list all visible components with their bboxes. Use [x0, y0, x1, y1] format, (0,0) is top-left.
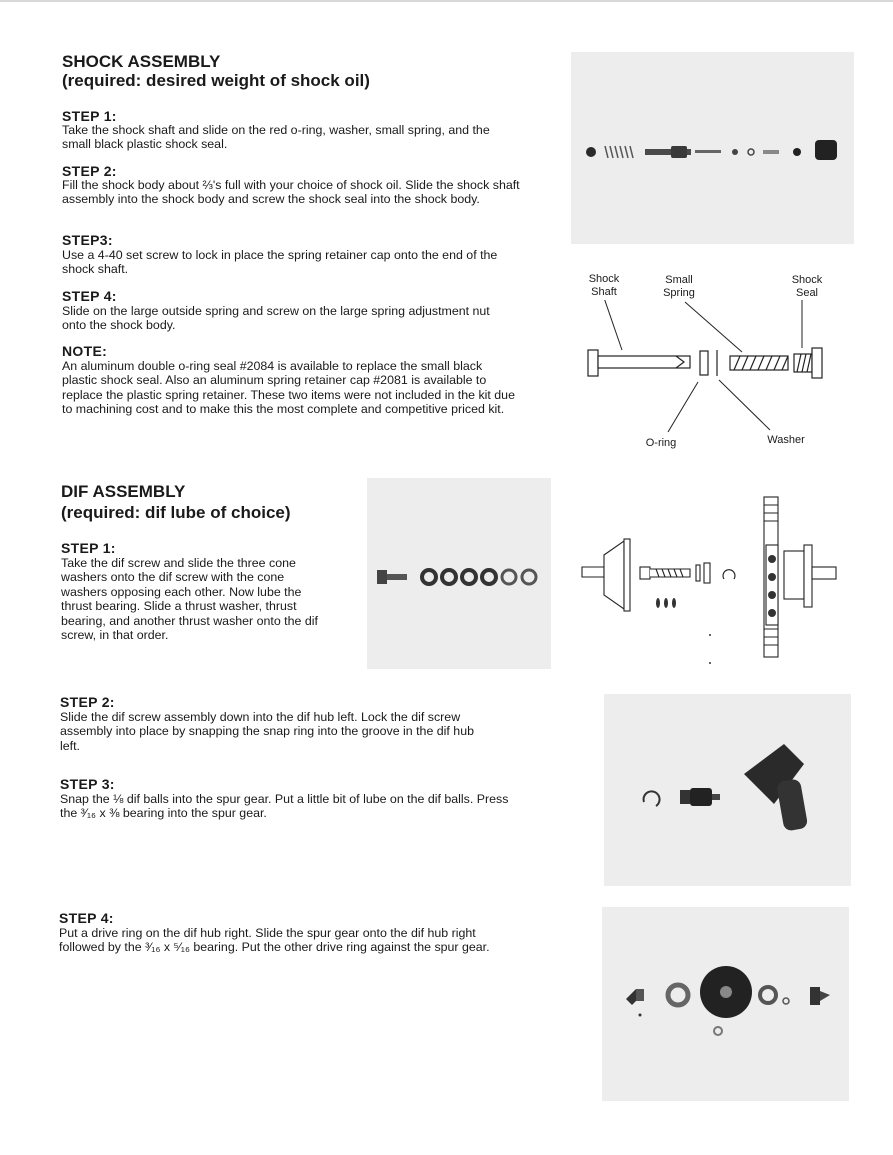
dif-screw-washers-photo — [367, 478, 551, 669]
shock-step-2-label: STEP 2: — [62, 163, 117, 179]
dif-spur-gear-photo — [602, 907, 849, 1101]
shock-note-text: An aluminum double o-ring seal #2084 is available to replace the small black plastic shock seal. Also an aluminum spring retainer cap #2081 is available to replace the plastic spring retainer. These two items were not included in the kit due to machining cost and to make this the most complete and competitive priced kit. — [62, 359, 515, 417]
dif-hub-snapring-photo — [604, 694, 851, 886]
dif-step-4-text: Put a drive ring on the dif hub right. Slide the spur gear onto the dif hub right followed by the ³⁄₁₆ x ⁵⁄₁₆ bearing. Put the other drive ring against the spur gear. — [59, 926, 490, 955]
label-o-ring: O-ring — [645, 437, 677, 449]
shock-step-4-label: STEP 4: — [62, 288, 117, 304]
shock-assembly-subtitle: (required: desired weight of shock oil) — [62, 71, 370, 90]
shock-exploded-diagram — [580, 300, 830, 440]
dif-step-3-text: Snap the ⅛ dif balls into the spur gear. Put a little bit of lube on the dif balls. Press the ³⁄₁₆ x ⅜ bearing into the spur gear. — [60, 792, 509, 821]
shock-step-2-text: Fill the shock body about ⅔'s full with your choice of shock oil. Slide the shock shaft assembly into the shock body and screw the shock seal into the shock body. — [62, 178, 520, 207]
shock-step-4-text: Slide on the large outside spring and screw on the large spring adjustment nut onto the shock body. — [62, 304, 490, 333]
shock-step-1-text: Take the shock shaft and slide on the red o-ring, washer, small spring, and the small black plastic shock seal. — [62, 123, 490, 152]
dif-assembly-title: DIF ASSEMBLY — [61, 482, 186, 501]
page-top-edge — [0, 0, 893, 2]
dif-spur-gear-illustration — [602, 907, 849, 1101]
shock-assembly-title: SHOCK ASSEMBLY — [62, 52, 221, 71]
shock-note-label: NOTE: — [62, 343, 108, 359]
label-shock-seal: Shock Seal — [791, 274, 823, 299]
label-shock-shaft: Shock Shaft — [588, 273, 620, 298]
dif-exploded-diagram — [578, 495, 848, 665]
shock-parts-photo — [571, 52, 854, 244]
label-washer: Washer — [767, 434, 805, 446]
dif-step-2-label: STEP 2: — [60, 694, 115, 710]
shock-step-3-label: STEP3: — [62, 232, 113, 248]
shock-step-3-text: Use a 4-40 set screw to lock in place the spring retainer cap onto the end of the shock shaft. — [62, 248, 498, 277]
dif-hub-snapring-illustration — [604, 694, 851, 886]
dif-step-1-text: Take the dif screw and slide the three cone washers onto the dif screw with the cone washers opposing each other. Now lube the thrust bearing. Slide a thrust washer, thrust bearing, and another thrust washer onto the dif screw, in that order. — [61, 556, 318, 643]
dif-step-4-label: STEP 4: — [59, 910, 114, 926]
shock-parts-illustration — [571, 52, 854, 244]
dif-assembly-subtitle: (required: dif lube of choice) — [61, 503, 291, 522]
dif-step-1-label: STEP 1: — [61, 540, 116, 556]
label-small-spring: Small Spring — [663, 274, 695, 299]
dif-screw-washers-illustration — [367, 478, 551, 669]
shock-step-1-label: STEP 1: — [62, 108, 117, 124]
dif-step-3-label: STEP 3: — [60, 776, 115, 792]
dif-step-2-text: Slide the dif screw assembly down into the dif hub left. Lock the dif screw assembly into place by snapping the snap ring into the groove in the dif hub left. — [60, 710, 474, 753]
